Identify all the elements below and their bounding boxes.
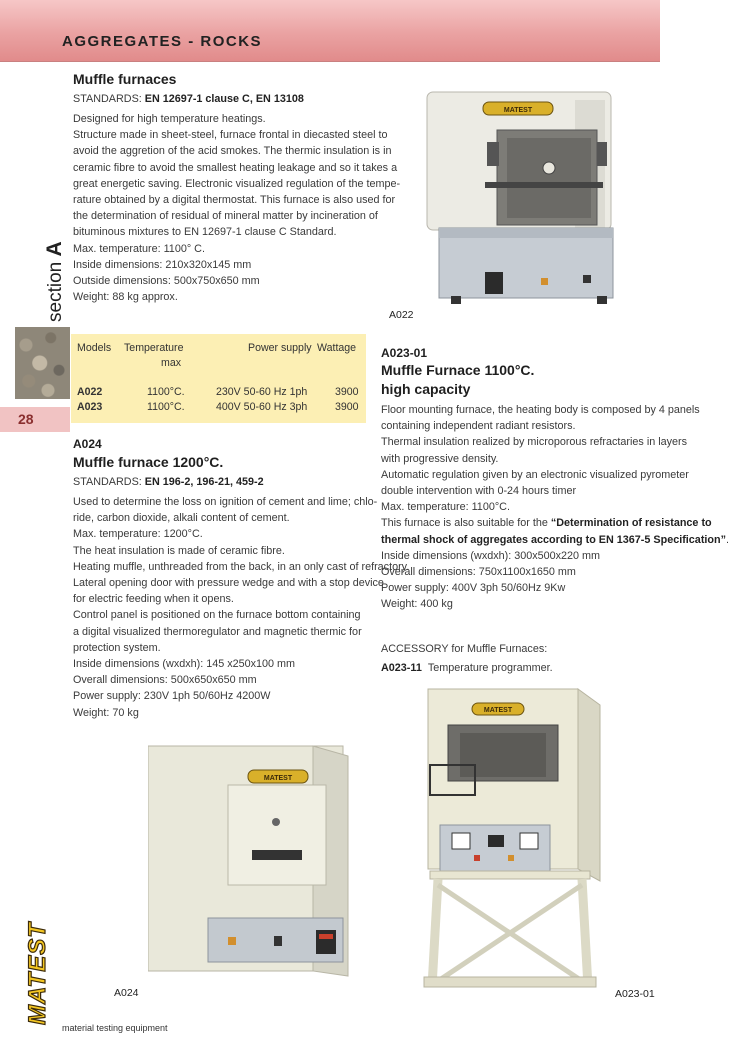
accessory-description: Temperature programmer.: [427, 662, 553, 674]
brand-logo: [16, 922, 60, 1025]
muffle-line: Inside dimensions: 210x320x145 mm: [73, 258, 252, 271]
a024-line: ride, carbon dioxide, alkali content of cement.: [73, 512, 290, 525]
page-number: 28: [18, 411, 34, 427]
page-title: AGGREGATES - ROCKS: [62, 33, 263, 50]
a024-line: for electric feeding when it opens.: [73, 593, 234, 606]
col-header-power: Power supply: [248, 342, 312, 354]
a023-01-line: Automatic regulation given by an electronic visualized pyrometer: [381, 468, 689, 481]
table-row-temp: 1100°C.: [147, 401, 185, 413]
a023-01-badge: MATEST: [483, 707, 513, 714]
a023-01-line: Weight: 400 kg: [381, 598, 453, 611]
muffle-line: Designed for high temperature heatings.: [73, 113, 266, 125]
muffle-standards-value: EN 12697-1 clause C, EN 13108: [144, 93, 304, 105]
a022-label: A022: [389, 309, 414, 321]
col-header-wattage: Wattage: [317, 342, 357, 354]
table-row-power: 230V 50-60 Hz 1ph: [216, 386, 308, 398]
a024-furnace-image: [148, 740, 353, 980]
a023-01-line: Thermal insulation realized by microporous refractaries in layers: [381, 436, 688, 449]
footer-text: material testing equipment: [62, 1023, 168, 1033]
a023-01-label: A023-01: [615, 988, 655, 1000]
muffle-line: the determination of residual of mineral matter by incineration of: [73, 210, 378, 223]
a024-standards: [73, 474, 264, 490]
col-header-models: Models: [77, 342, 112, 354]
suitable-bold-1: “Determination of resistance to: [550, 517, 712, 530]
a023-01-body: [381, 402, 729, 613]
muffle-line: great energetic saving. Electronic visualized regulation of the tempe-: [73, 177, 401, 190]
a023-01-line: Overall dimensions: 750x1100x1650 mm: [381, 566, 576, 579]
muffle-line: Structure made in sheet-steel, furnace frontal in diecasted steel to: [73, 129, 388, 142]
muffle-line: rature obtained by a digital thermostat. This furnace is also used for: [73, 194, 396, 207]
muffle-standards: [73, 91, 304, 107]
a024-line: Inside dimensions (wxdxh): 145 x250x100 mm: [73, 658, 296, 671]
a023-01-furnace-image: [410, 685, 615, 995]
brand-logo-text: MATEST: [24, 922, 51, 1025]
spec-table: [71, 334, 366, 423]
table-row-model: A022: [77, 386, 103, 398]
a024-code: A024: [73, 437, 102, 451]
a024-standards-label: STANDARDS:: [73, 476, 142, 488]
a024-label: A024: [114, 987, 139, 999]
a024-line: Weight: 70 kg: [73, 706, 139, 719]
section-tab: [40, 215, 68, 320]
muffle-line: ceramic fibre to avoid the smallest heating leakage and so it takes a: [73, 161, 398, 174]
table-row-wattage: 3900: [335, 401, 359, 413]
a023-01-line: Floor mounting furnace, the heating body is composed by 4 panels: [381, 404, 700, 416]
muffle-body: [73, 111, 400, 305]
rock-swatch-image: [15, 327, 70, 399]
a023-01-line: containing independent radiant resistors.: [381, 420, 576, 433]
section-word: section: [45, 261, 66, 322]
a023-01-subtitle: high capacity: [381, 381, 471, 397]
a024-line: Power supply: 230V 1ph 50/60Hz 4200W: [73, 690, 271, 703]
suitable-bold-2: thermal shock of aggregates according to EN 1367-5 Specification”: [381, 533, 726, 546]
table-row-power: 400V 50-60 Hz 3ph: [216, 401, 308, 413]
a024-body: [73, 494, 409, 721]
a023-01-title: Muffle Furnace 1100°C.: [381, 362, 535, 378]
muffle-line: Outside dimensions: 500x750x650 mm: [73, 275, 260, 288]
table-row-temp: 1100°C.: [147, 386, 185, 398]
a024-line: The heat insulation is made of ceramic fibre.: [73, 544, 285, 557]
a024-line: Lateral opening door with pressure wedge and with a stop device: [73, 577, 384, 590]
accessory-code: A023-11: [381, 662, 422, 674]
suitable-prefix: This furnace is also suitable for the: [381, 517, 551, 530]
muffle-standards-label: STANDARDS:: [73, 93, 142, 105]
muffle-line: Weight: 88 kg approx.: [73, 291, 178, 304]
a022-furnace-image: [425, 90, 625, 305]
a023-01-suitable: [381, 515, 729, 531]
muffle-line: bituminous mixtures to EN 12697-1 clause C Standard.: [73, 226, 337, 239]
a023-01-line: Inside dimensions (wxdxh): 300x500x220 mm: [381, 549, 601, 562]
a024-title: Muffle furnace 1200°C.: [73, 454, 224, 470]
section-letter: A: [43, 241, 66, 257]
a024-line: Max. temperature: 1200°C.: [73, 528, 203, 541]
header-band: [0, 0, 660, 61]
accessory-title: ACCESSORY for Muffle Furnaces:: [381, 643, 548, 655]
header-rule: [0, 61, 660, 62]
a024-line: Used to determine the loss on ignition of cement and lime; chlo-: [73, 496, 378, 508]
a022-badge: MATEST: [503, 107, 533, 114]
a024-line: Overall dimensions: 500x650x650 mm: [73, 674, 257, 687]
muffle-line: Max. temperature: 1100° C.: [73, 242, 205, 255]
a024-badge: MATEST: [263, 775, 293, 782]
suitable-suffix: .: [726, 533, 729, 546]
a024-line: a digital visualized thermoregulator and magnetic thermic for: [73, 625, 362, 638]
a024-line: Heating muffle, unthreaded from the back, in an only cast of refractory.: [73, 560, 410, 573]
a024-line: Control panel is positioned on the furnace bottom containing: [73, 609, 361, 622]
table-row-model: A023: [77, 401, 103, 413]
a023-01-line: double intervention with 0-24 hours timer: [381, 485, 577, 498]
col-header-temperature-max: max: [161, 357, 182, 369]
col-header-temperature: Temperature: [124, 342, 184, 354]
page-number-bar: [0, 407, 70, 432]
a023-01-code: A023-01: [381, 346, 428, 360]
a024-standards-value: EN 196-2, 196-21, 459-2: [144, 476, 264, 488]
a023-01-line: with progressive density.: [381, 452, 499, 465]
muffle-title: Muffle furnaces: [73, 71, 177, 87]
a024-line: protection system.: [73, 641, 161, 654]
table-row-wattage: 3900: [335, 386, 359, 398]
a023-01-suitable-cont: [381, 532, 729, 548]
muffle-line: avoid the aggretion of the acid smokes. The thermic insulation is in: [73, 145, 392, 158]
accessory-item: [381, 660, 553, 676]
a023-01-line: Max. temperature: 1100°C.: [381, 501, 510, 514]
a023-01-line: Power supply: 400V 3ph 50/60Hz 9Kw: [381, 582, 566, 595]
